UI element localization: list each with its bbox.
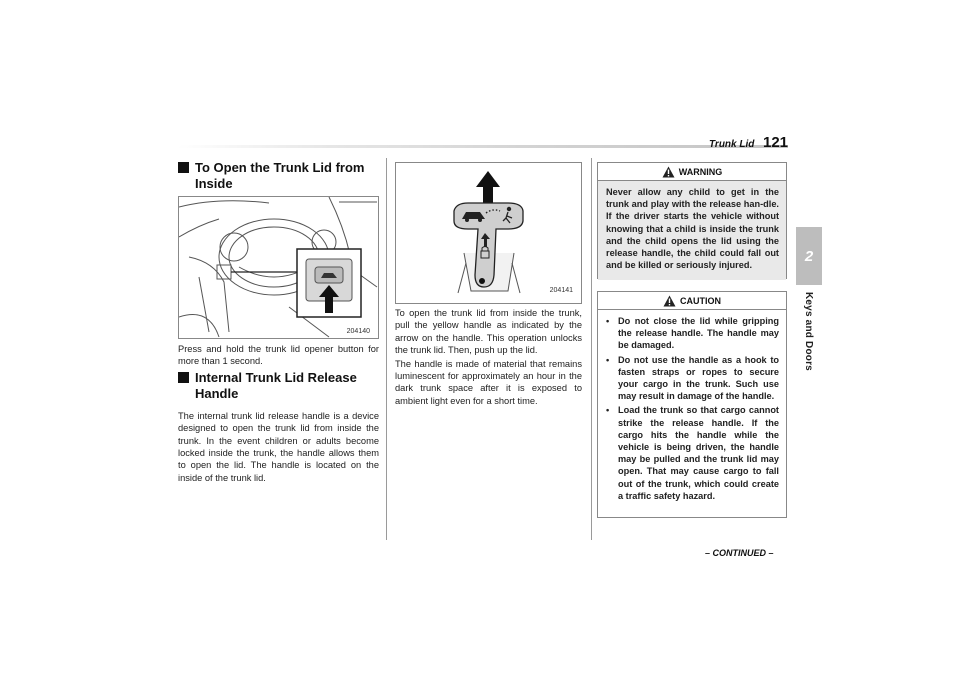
column-divider xyxy=(591,158,592,540)
caution-item xyxy=(606,404,779,502)
caution-header xyxy=(598,292,786,310)
caution-item-text: Do not close the lid while gripping the release handle. The handle may be damaged. xyxy=(618,316,779,351)
middle-column xyxy=(395,162,582,407)
warning-box xyxy=(597,162,787,279)
bullet-icon: • xyxy=(606,354,610,365)
release-handle-illustration xyxy=(396,163,581,303)
chapter-tab: 2 xyxy=(796,227,822,285)
caution-item-text: Do not use the handle as a hook to fasten straps or ropes to secure your cargo in the trunk. Such use may result in damage of the handle. xyxy=(618,354,779,402)
dashboard-illustration xyxy=(179,197,378,338)
paragraph: The handle is made of material that remains luminescent for approximately an hour in the dark trunk space after it is exposed to ambient light even for a short time. xyxy=(395,358,582,406)
caution-title: CAUTION xyxy=(680,295,721,306)
caution-item xyxy=(606,354,779,403)
bullet-icon: • xyxy=(606,405,610,416)
section-title: Trunk Lid xyxy=(709,139,755,150)
square-bullet-icon xyxy=(178,162,189,173)
warning-header xyxy=(598,163,786,181)
figure-id: 204141 xyxy=(549,287,573,294)
warning-title: WARNING xyxy=(678,166,723,177)
warning-icon xyxy=(662,166,675,178)
figure-id: 204140 xyxy=(346,328,370,335)
square-bullet-icon xyxy=(178,372,189,383)
section-heading xyxy=(178,160,379,192)
caution-icon xyxy=(663,295,676,307)
caution-item-text: Load the trunk so that cargo cannot strike the release handle. If the cargo hits the handle while the vehicle is being driven, the handle may be pulled and the trunk lid may open. That may cause cargo to fall out of the trunk, which could create a traffic safety hazard. xyxy=(618,405,779,501)
page-number: 121 xyxy=(763,134,789,151)
left-column xyxy=(178,160,379,484)
figure-release-handle xyxy=(395,162,582,304)
caution-box xyxy=(597,291,787,518)
paragraph: To open the trunk lid from inside the trunk, pull the yellow handle as indicated by the arrow on the handle. This operation unlocks the trunk lid. Then, push up the lid. xyxy=(395,308,582,356)
caution-list xyxy=(598,310,786,510)
column-divider xyxy=(386,158,387,540)
bullet-icon: • xyxy=(606,316,610,326)
heading-text: Internal Trunk Lid Release Handle xyxy=(195,369,357,401)
header-rule xyxy=(178,145,788,148)
section-heading xyxy=(178,370,379,402)
continued-label: – CONTINUED – xyxy=(705,548,774,558)
caution-item xyxy=(606,315,779,352)
paragraph: Press and hold the trunk lid opener button for more than 1 second. xyxy=(178,344,379,367)
chapter-label: Keys and Doors xyxy=(803,292,814,371)
figure-trunk-opener-button xyxy=(178,196,379,339)
warning-text: Never allow any child to get in the trunk and play with the release han-dle. If the driver starts the vehicle without knowing that a child is inside the trunk and the child opens the lid using the release handle, the child could fall out and be killed or seriously injured. xyxy=(598,181,786,280)
paragraph: The internal trunk lid release handle is a device designed to open the trunk lid from inside the trunk. In the event children or adults become locked inside the trunk, the handle allows them to open the lid. The handle is located on the inside of the trunk lid. xyxy=(178,410,379,483)
heading-text: To Open the Trunk Lid from Inside xyxy=(195,160,365,191)
